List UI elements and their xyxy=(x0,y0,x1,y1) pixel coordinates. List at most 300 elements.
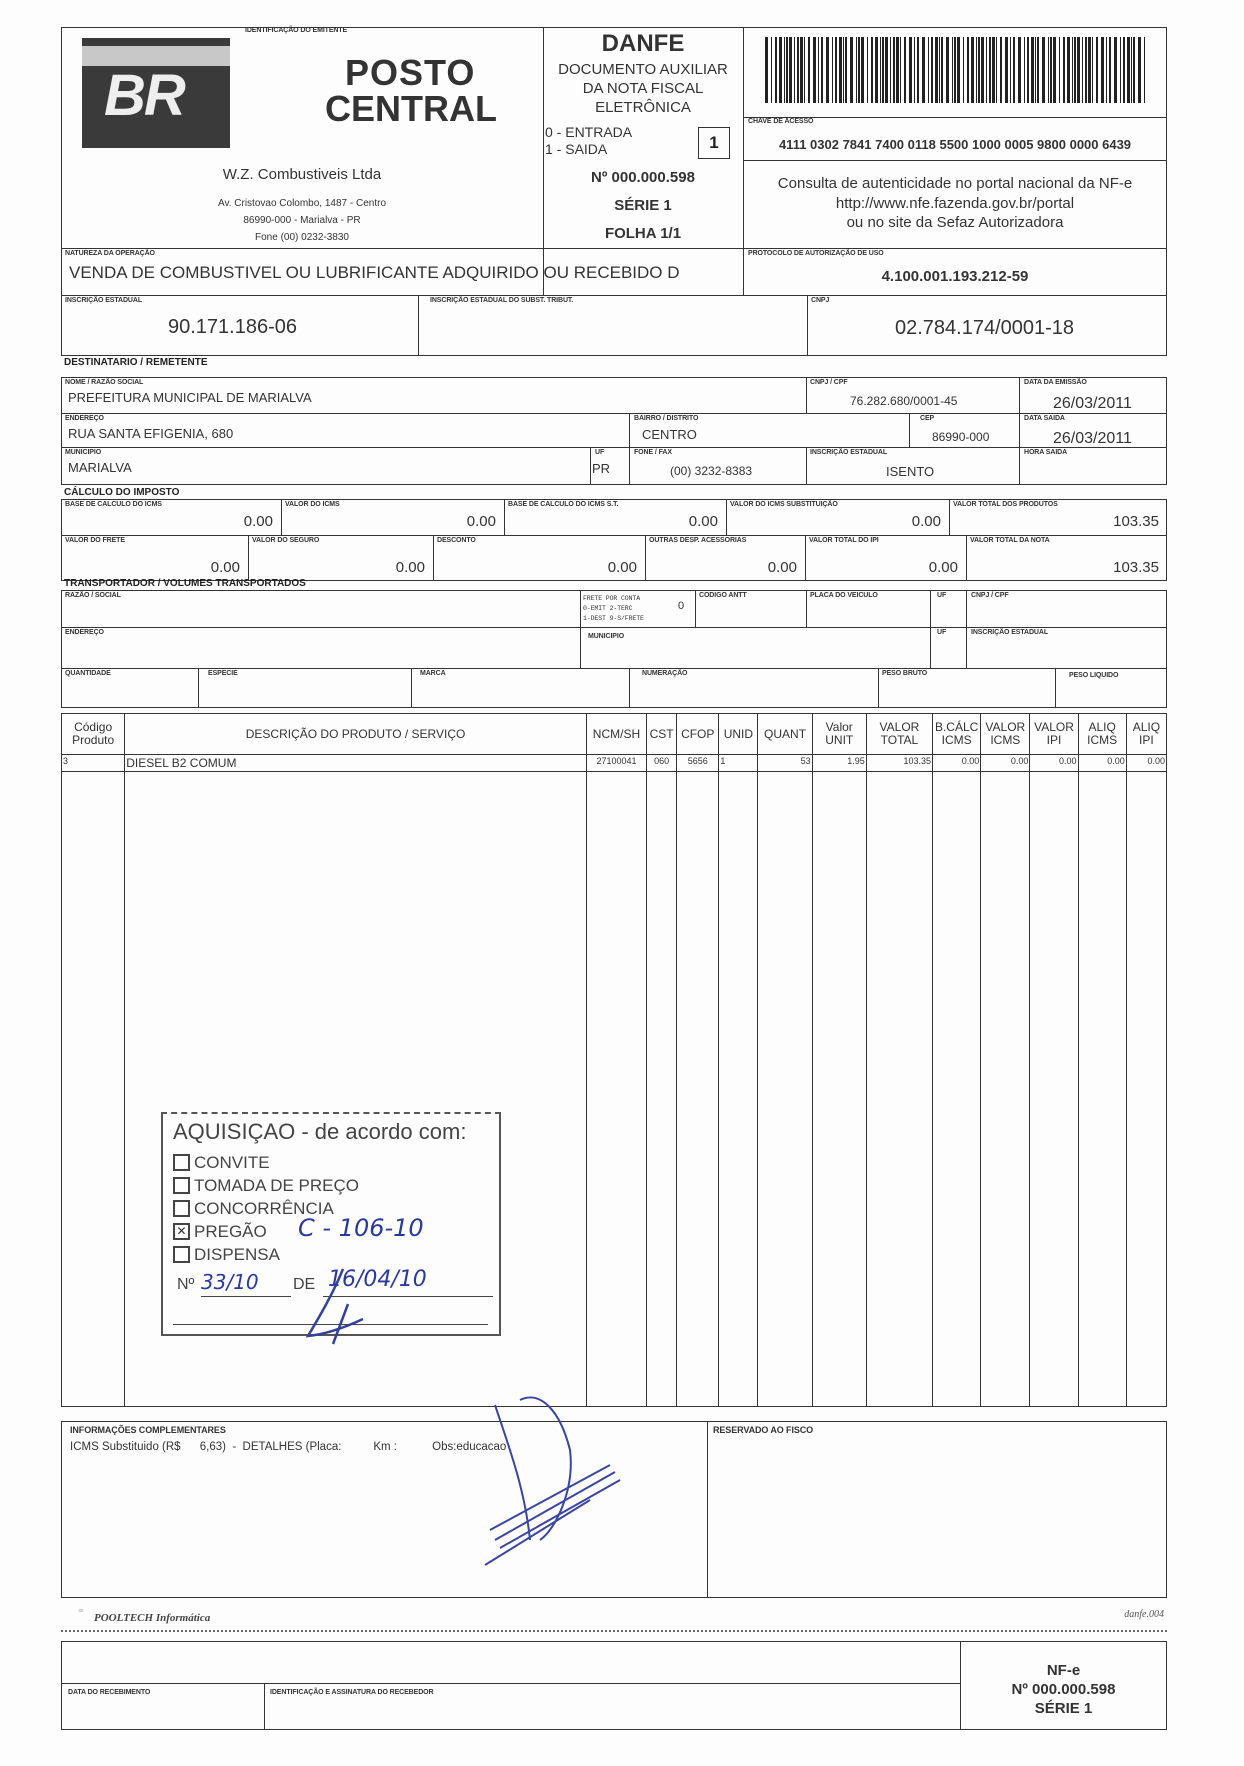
danfe-serie: SÉRIE 1 xyxy=(614,197,672,214)
barcode-bar xyxy=(1120,37,1121,103)
tax-field-value: 0.00 xyxy=(243,513,273,530)
barcode-bar xyxy=(1085,37,1087,103)
stamp-signature xyxy=(303,1264,383,1354)
barcode-bar xyxy=(952,37,953,103)
barcode-bar xyxy=(967,37,969,103)
column-header: ALIQ IPI xyxy=(1126,714,1166,755)
frete-label: 0-EMIT 2-TERC xyxy=(583,605,633,612)
table-cell: DIESEL B2 COMUM xyxy=(125,755,587,772)
tax-field-value: 0.00 xyxy=(607,559,637,576)
assinatura-label: IDENTIFICAÇÃO E ASSINATURA DO RECEBEDOR xyxy=(270,1689,434,1696)
recibo-numero: Nº 000.000.598 xyxy=(1011,1681,1116,1698)
divider xyxy=(61,535,1167,536)
dest-ie-label: INSCRIÇÃO ESTADUAL xyxy=(810,449,888,456)
barcode-bar xyxy=(1024,37,1025,103)
divider xyxy=(590,447,591,485)
barcode-bar xyxy=(931,37,933,103)
barcode-bar xyxy=(893,37,895,103)
table-cell: 27100041 xyxy=(586,755,646,772)
divider xyxy=(61,413,1167,414)
table-cell: 0.00 xyxy=(1030,755,1078,772)
barcode-bar xyxy=(1144,37,1145,103)
barcode-bar xyxy=(800,37,803,103)
transportador-section: TRANSPORTADOR / VOLUMES TRANSPORTADOS xyxy=(64,578,306,589)
emitente-city: 86990-000 - Marialva - PR xyxy=(243,215,361,226)
barcode-bar xyxy=(900,37,901,103)
barcode-bar xyxy=(1013,37,1015,103)
table-cell: 0.00 xyxy=(933,755,981,772)
emissao-value: 26/03/2011 xyxy=(1053,395,1132,412)
stamp-option-label: CONCORRÊNCIA xyxy=(194,1199,334,1218)
barcode-bar xyxy=(1088,37,1091,103)
stamp-option-label: PREGÃO xyxy=(194,1222,267,1241)
barcode-bar xyxy=(1114,37,1117,103)
barcode-bar xyxy=(963,37,964,103)
pooltech-logo-icon: ⁼ xyxy=(78,1607,84,1619)
barcode-bar xyxy=(765,37,768,103)
barcode-bar xyxy=(882,37,884,103)
barcode-bar xyxy=(1127,37,1130,103)
empty-cell xyxy=(1030,772,1078,1407)
barcode-bar xyxy=(1018,37,1021,103)
consulta-text: ou no site da Sefaz Autorizadora xyxy=(846,214,1064,231)
tax-field-value: 103.35 xyxy=(1113,559,1159,576)
frete-label: FRETE POR CONTA xyxy=(583,595,641,602)
ie-st-label: INSCRIÇÃO ESTADUAL DO SUBST. TRIBUT. xyxy=(430,297,574,304)
tax-field-label: VALOR DO SEGURO xyxy=(252,537,320,544)
danfe-title: DANFE xyxy=(601,30,685,57)
barcode-bar xyxy=(1082,37,1083,103)
tipo-box: 1 xyxy=(698,127,730,159)
endereco-value: RUA SANTA EFIGENIA, 680 xyxy=(68,426,234,441)
barcode-bar xyxy=(941,37,943,103)
divider xyxy=(61,627,1167,628)
barcode-bar xyxy=(1010,37,1011,103)
barcode-bar xyxy=(818,37,819,103)
barcode-bar xyxy=(1077,37,1080,103)
chave-acesso: 4111 0302 7841 7400 0118 5500 1000 0005 9800 0000 6439 xyxy=(778,137,1132,152)
barcode-bar xyxy=(978,37,980,103)
tipo-entrada: 0 - ENTRADA xyxy=(545,124,633,140)
barcode-bar xyxy=(885,37,888,103)
form-code: danfe.004 xyxy=(1124,1609,1164,1620)
barcode-bar xyxy=(896,37,899,103)
barcode xyxy=(765,37,1147,103)
transp-ie-label: INSCRIÇÃO ESTADUAL xyxy=(971,629,1049,636)
ie-value: 90.171.186-06 xyxy=(168,316,298,338)
divider xyxy=(61,1683,960,1684)
emitente-address: Av. Cristovao Colombo, 1487 - Centro xyxy=(217,198,387,209)
dest-cnpj-value: 76.282.680/0001-45 xyxy=(850,394,958,408)
signature xyxy=(470,1390,640,1570)
dest-ie-value: ISENTO xyxy=(886,464,935,479)
tax-field-label: DESCONTO xyxy=(437,537,476,544)
handwritten-numero: 33/10 xyxy=(201,1270,259,1294)
barcode-bar xyxy=(845,37,847,103)
barcode-bar xyxy=(832,37,833,103)
natureza-value: VENDA DE COMBUSTIVEL OU LUBRIFICANTE ADQUIRIDO OU RECEBIDO D xyxy=(69,263,680,282)
divider xyxy=(264,1683,265,1730)
barcode-bar xyxy=(1106,37,1107,103)
column-header: QUANT xyxy=(758,714,812,755)
checkbox-icon xyxy=(173,1154,190,1171)
barcode-bar xyxy=(922,37,925,103)
emitente-name: W.Z. Combustiveis Ltda xyxy=(222,166,382,183)
fisco-label: RESERVADO AO FISCO xyxy=(713,1425,814,1435)
nome-label: NOME / RAZÃO SOCIAL xyxy=(65,379,144,386)
handwritten-pregao: C - 106-10 xyxy=(298,1214,424,1242)
danfe-subtitle: DOCUMENTO AUXILIAR xyxy=(558,61,728,78)
divider xyxy=(806,447,807,485)
cnpj-value: 02.784.174/0001-18 xyxy=(895,317,1075,339)
hora-label: HORA SAIDA xyxy=(1024,449,1068,456)
barcode-bar xyxy=(890,37,891,103)
marca-label: MARCA xyxy=(420,670,446,677)
barcode-bar xyxy=(914,37,915,103)
column-header: VALOR ICMS xyxy=(981,714,1030,755)
divider xyxy=(1019,377,1020,485)
column-header: B.CÁLC ICMS xyxy=(933,714,981,755)
barcode-bar xyxy=(804,37,805,103)
divider xyxy=(580,590,581,668)
uf-label: UF xyxy=(937,592,947,599)
column-header: Código Produto xyxy=(62,714,125,755)
barcode-bar xyxy=(1005,37,1008,103)
quantidade-label: QUANTIDADE xyxy=(65,670,111,677)
barcode-bar xyxy=(867,37,868,103)
emitente-label: IDENTIFICAÇÃO DO EMITENTE xyxy=(245,27,348,34)
info-text: ICMS Substituido (R$ 6,63) - DETALHES (Placa: Km : Obs:educacao xyxy=(70,1441,507,1453)
tax-field-label: BASE DE CALCULO DO ICMS xyxy=(65,501,162,508)
numeracao-label: NUMERAÇÃO xyxy=(642,670,688,677)
barcode-bar xyxy=(843,37,844,103)
barcode-bar xyxy=(1138,37,1141,103)
barcode-bar xyxy=(839,37,842,103)
barcode-bar xyxy=(1050,37,1052,103)
barcode-bar xyxy=(813,37,816,103)
barcode-bar xyxy=(850,37,853,103)
imposto-section: CÁLCULO DO IMPOSTO xyxy=(64,487,180,498)
barcode-bar xyxy=(1048,37,1049,103)
barcode-bar xyxy=(992,37,995,103)
table-cell: 3 xyxy=(62,755,125,772)
stamp-de-label: DE xyxy=(293,1276,316,1293)
divider xyxy=(411,668,412,708)
column-header: UNID xyxy=(719,714,758,755)
info-label: INFORMAÇÕES COMPLEMENTARES xyxy=(70,1425,226,1435)
tax-field-label: BASE DE CALCULO DO ICMS S.T. xyxy=(508,501,619,508)
consulta-url: http://www.nfe.fazenda.gov.br/portal xyxy=(835,195,1075,212)
tax-field-value: 103.35 xyxy=(1113,513,1159,530)
empty-cell xyxy=(812,772,866,1407)
table-cell: 0.00 xyxy=(981,755,1030,772)
recibo-serie: SÉRIE 1 xyxy=(1034,1700,1093,1717)
column-header: NCM/SH xyxy=(586,714,646,755)
barcode-bar xyxy=(835,37,837,103)
vendor-name: POOLTECH Informática xyxy=(94,1612,211,1624)
stamp-option xyxy=(173,1151,359,1174)
emitente-phone: Fone (00) 0232-3830 xyxy=(255,232,349,243)
checkbox-icon: ✕ xyxy=(173,1223,190,1240)
razao-label: RAZÃO / SOCIAL xyxy=(65,592,121,599)
logo-text: BR xyxy=(104,63,184,128)
divider xyxy=(61,447,1167,448)
barcode-bar xyxy=(861,37,864,103)
barcode-bar xyxy=(1074,37,1076,103)
divider xyxy=(1055,668,1056,708)
barcode-bar xyxy=(1096,37,1098,103)
tax-field-label: VALOR TOTAL DOS PRODUTOS xyxy=(953,501,1058,508)
antt-label: CODIGO ANTT xyxy=(699,592,747,599)
nome-value: PREFEITURA MUNICIPAL DE MARIALVA xyxy=(68,390,312,405)
table-row xyxy=(62,755,1167,772)
barcode-bar xyxy=(1031,37,1034,103)
cnpj-label: CNPJ xyxy=(811,297,830,304)
empty-cell xyxy=(758,772,812,1407)
tax-field-value: 0.00 xyxy=(928,559,958,576)
tax-field-label: OUTRAS DESP. ACESSORIAS xyxy=(649,537,747,544)
barcode-bar xyxy=(917,37,919,103)
column-header: CST xyxy=(647,714,677,755)
table-cell: 1.95 xyxy=(812,755,866,772)
barcode-bar xyxy=(786,37,788,103)
transp-endereco-label: ENDEREÇO xyxy=(65,629,104,636)
tax-field-label: VALOR DO ICMS SUBSTITUIÇÃO xyxy=(730,501,838,508)
divider xyxy=(629,668,630,708)
danfe-folha: FOLHA 1/1 xyxy=(604,225,682,242)
empty-cell xyxy=(719,772,758,1407)
ie-label: INSCRIÇÃO ESTADUAL xyxy=(65,297,143,304)
divider xyxy=(418,295,419,356)
column-header: DESCRIÇÃO DO PRODUTO / SERVIÇO xyxy=(125,714,587,755)
chave-label: CHAVE DE ACESSO xyxy=(748,118,814,125)
empty-cell xyxy=(1126,772,1166,1407)
barcode-bar xyxy=(986,37,987,103)
barcode-bar xyxy=(821,37,823,103)
barcode-bar xyxy=(775,37,777,103)
destinatario-section: DESTINATARIO / REMETENTE xyxy=(64,357,208,368)
barcode-bar xyxy=(1042,37,1045,103)
tax-field-label: VALOR TOTAL DO IPI xyxy=(809,537,879,544)
table-cell: 1 xyxy=(719,755,758,772)
saida-value: 26/03/2011 xyxy=(1053,430,1132,447)
checkbox-icon xyxy=(173,1246,190,1263)
barcode-bar xyxy=(779,37,782,103)
table-cell: 0.00 xyxy=(1126,755,1166,772)
uf-label: UF xyxy=(937,629,947,636)
barcode-bar xyxy=(996,37,997,103)
uf-label: UF xyxy=(595,449,605,456)
divider xyxy=(198,668,199,708)
table-cell: 103.35 xyxy=(866,755,932,772)
recibo-nfe: NF-e xyxy=(1046,1662,1081,1679)
barcode-bar xyxy=(1092,37,1093,103)
barcode-bar xyxy=(784,37,785,103)
barcode-bar xyxy=(1000,37,1002,103)
data-recebimento-label: DATA DO RECEBIMENTO xyxy=(68,1689,151,1696)
bairro-value: CENTRO xyxy=(642,427,697,442)
tax-field-value: 0.00 xyxy=(395,559,425,576)
barcode-bar xyxy=(1037,37,1039,103)
divider xyxy=(930,590,931,668)
divider xyxy=(966,590,967,668)
cep-value: 86990-000 xyxy=(932,430,990,444)
column-header: VALOR TOTAL xyxy=(866,714,932,755)
table-cell: 53 xyxy=(758,755,812,772)
table-cell: 060 xyxy=(647,755,677,772)
brand-posto: POSTO xyxy=(345,52,476,93)
barcode-bar xyxy=(880,37,881,103)
cut-line xyxy=(61,1630,1167,1632)
handwritten-data: 16/04/10 xyxy=(328,1267,427,1292)
barcode-bar xyxy=(928,37,929,103)
table-cell: 0.00 xyxy=(1078,755,1126,772)
barcode-bar xyxy=(1035,37,1036,103)
dest-cnpj-label: CNPJ / CPF xyxy=(810,379,848,386)
stamp-option-label: CONVITE xyxy=(194,1153,270,1172)
column-header: Valor UNIT xyxy=(812,714,866,755)
divider xyxy=(806,377,807,413)
especie-label: ESPECIE xyxy=(208,670,238,677)
empty-cell xyxy=(62,772,125,1407)
municipio-value: MARIALVA xyxy=(68,460,132,475)
barcode-bar xyxy=(939,37,940,103)
empty-cell xyxy=(586,772,646,1407)
barcode-bar xyxy=(1059,37,1060,103)
stamp-option-label: TOMADA DE PREÇO xyxy=(194,1176,359,1195)
table-cell: 5656 xyxy=(677,755,719,772)
divider xyxy=(878,668,879,708)
barcode-bar xyxy=(981,37,984,103)
saida-label: DATA SAIDA xyxy=(1024,415,1065,422)
divider xyxy=(806,590,807,627)
danfe-number: Nº 000.000.598 xyxy=(591,169,695,186)
barcode-bar xyxy=(794,37,795,103)
empty-cell xyxy=(981,772,1030,1407)
divider xyxy=(743,160,1167,161)
stamp-title: AQUISIÇAO - de acordo com: xyxy=(173,1119,467,1144)
placa-label: PLACA DO VEICULO xyxy=(810,592,878,599)
consulta-text: Consulta de autenticidade no portal nacional da NF-e xyxy=(777,175,1133,192)
stamp-option-label: DISPENSA xyxy=(194,1245,280,1264)
protocolo-label: PROTOCOLO DE AUTORIZAÇÃO DE USO xyxy=(748,250,884,257)
barcode-bar xyxy=(826,37,829,103)
barcode-bar xyxy=(909,37,912,103)
barcode-bar xyxy=(935,37,938,103)
protocolo-value: 4.100.001.193.212-59 xyxy=(881,268,1029,285)
peso-liquido-label: PESO LIQUIDO xyxy=(1069,672,1119,679)
tax-field-value: 0.00 xyxy=(210,559,240,576)
transp-cnpj-label: CNPJ / CPF xyxy=(971,592,1009,599)
stamp-option xyxy=(173,1174,359,1197)
barcode-bar xyxy=(871,37,873,103)
divider xyxy=(695,590,696,627)
barcode-bar xyxy=(976,37,977,103)
barcode-bar xyxy=(971,37,974,103)
barcode-bar xyxy=(946,37,949,103)
products-header-row xyxy=(62,714,1167,755)
cep-label: CEP xyxy=(920,415,935,422)
barcode-bar xyxy=(1063,37,1065,103)
divider xyxy=(807,295,808,356)
tax-field-value: 0.00 xyxy=(911,513,941,530)
barcode-bar xyxy=(1101,37,1104,103)
brand-central: CENTRAL xyxy=(325,88,497,129)
tipo-saida: 1 - SAIDA xyxy=(545,141,608,157)
tax-field-label: VALOR DO ICMS xyxy=(285,501,340,508)
column-header: VALOR IPI xyxy=(1030,714,1078,755)
barcode-bar xyxy=(1133,37,1135,103)
tax-field-value: 0.00 xyxy=(767,559,797,576)
barcode-bar xyxy=(1109,37,1111,103)
barcode-bar xyxy=(771,37,772,103)
br-logo xyxy=(82,38,230,148)
column-header: CFOP xyxy=(677,714,719,755)
fone-label: FONE / FAX xyxy=(634,449,672,456)
tax-field-label: VALOR TOTAL DA NOTA xyxy=(970,537,1050,544)
stamp-numero-label: Nº xyxy=(177,1276,195,1293)
peso-bruto-label: PESO BRUTO xyxy=(882,670,928,677)
barcode-bar xyxy=(1072,37,1073,103)
column-header: ALIQ ICMS xyxy=(1078,714,1126,755)
barcode-bar xyxy=(856,37,857,103)
divider xyxy=(61,668,1167,669)
tax-field-label: VALOR DO FRETE xyxy=(65,537,125,544)
endereco-label: ENDEREÇO xyxy=(65,415,104,422)
barcode-bar xyxy=(904,37,906,103)
checkbox-icon xyxy=(173,1200,190,1217)
barcode-bar xyxy=(875,37,878,103)
barcode-bar xyxy=(957,37,960,103)
barcode-bar xyxy=(989,37,991,103)
barcode-bar xyxy=(1027,37,1029,103)
barcode-bar xyxy=(1067,37,1070,103)
stamp-option xyxy=(173,1243,359,1266)
tax-field-value: 0.00 xyxy=(466,513,496,530)
underline xyxy=(201,1296,291,1297)
barcode-bar xyxy=(1131,37,1132,103)
divider xyxy=(629,413,630,485)
barcode-bar xyxy=(858,37,860,103)
barcode-bar xyxy=(808,37,810,103)
empty-cell xyxy=(866,772,932,1407)
empty-cell xyxy=(1078,772,1126,1407)
natureza-label: NATUREZA DA OPERAÇÃO xyxy=(65,250,155,257)
aquisicao-stamp xyxy=(161,1112,501,1336)
empty-cell xyxy=(647,772,677,1407)
emissao-label: DATA DA EMISSÃO xyxy=(1024,379,1087,386)
danfe-subtitle: DA NOTA FISCAL xyxy=(582,80,704,97)
fone-value: (00) 3232-8383 xyxy=(670,464,753,478)
barcode-bar xyxy=(1053,37,1056,103)
uf-value: PR xyxy=(592,461,611,476)
barcode-bar xyxy=(797,37,799,103)
checkbox-icon xyxy=(173,1177,190,1194)
transp-municipio-label: MUNICIPIO xyxy=(588,633,625,640)
tax-field-value: 0.00 xyxy=(688,513,718,530)
danfe-subtitle: ELETRÔNICA xyxy=(595,99,691,116)
barcode-bar xyxy=(954,37,956,103)
empty-cell xyxy=(933,772,981,1407)
municipio-label: MUNICIPIO xyxy=(65,449,102,456)
bairro-label: BAIRRO / DISTRITO xyxy=(634,415,699,422)
barcode-bar xyxy=(1123,37,1125,103)
divider xyxy=(707,1421,708,1598)
divider xyxy=(909,413,910,447)
barcode-bar xyxy=(789,37,792,103)
frete-label: 1-DEST 9-S/FRETE xyxy=(583,615,644,622)
empty-cell xyxy=(677,772,719,1407)
